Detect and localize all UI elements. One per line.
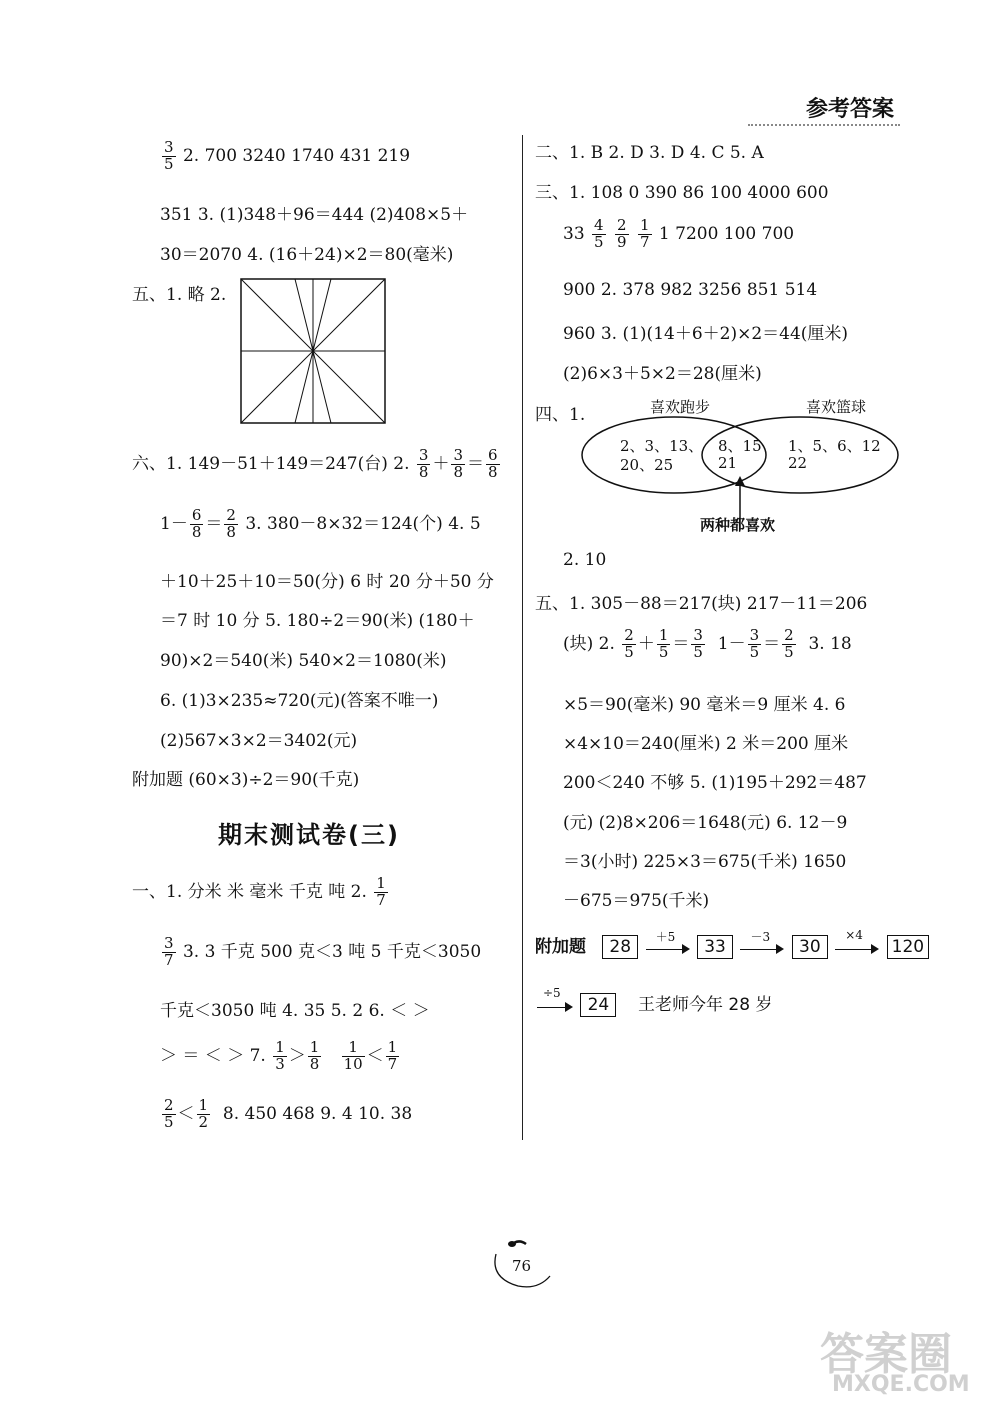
right-line-5: 960 3. (1)(14＋6＋2)×2＝44(厘米) xyxy=(563,324,849,344)
bonus-label: 附加题 xyxy=(535,937,586,957)
left-line-4: 五、1. 略 2. xyxy=(132,285,227,305)
fraction: $\frac{3}{8}$ xyxy=(418,446,429,481)
right-line-4: 900 2. 378 982 3256 851 514 xyxy=(563,280,818,300)
square-symmetry-diagram xyxy=(240,278,386,424)
right-line-3: 33 $\frac{4}{5}$ $\frac{2}{9}$ $\frac{1}{7}$ 1 7200 100 700 xyxy=(563,216,795,251)
fraction: $\frac{1}{2}$ xyxy=(198,1096,209,1131)
page-number: 76 xyxy=(512,1257,532,1275)
fraction: $\frac{1}{8}$ xyxy=(309,1038,320,1073)
left-line-5: 六、1. 149－51＋149＝247(台) 2. $\frac{3}{8}$ ＋ $\frac{3}{8}$ ＝ $\frac{6}{8}$ xyxy=(132,446,498,481)
right-line-8: 2. 10 xyxy=(563,550,607,570)
right-line-15: ＝3(小时) 225×3＝675(千米) 1650 xyxy=(563,852,847,872)
arrow-icon: ＋5 xyxy=(646,940,690,956)
left-line-17: $\frac{2}{5}$ ＜ $\frac{1}{2}$ 8. 450 468 9. 4 10. 38 xyxy=(164,1096,413,1131)
section-title: 期末测试卷(三) xyxy=(218,821,400,849)
fraction: $\frac{4}{5}$ xyxy=(594,216,604,251)
right-line-11: ×5＝90(毫米) 90 毫米＝9 厘米 4. 6 xyxy=(563,695,846,715)
fraction: $\frac{3}{5}$ xyxy=(164,138,174,173)
venn-left-label: 喜欢跑步 xyxy=(650,398,711,416)
fraction: $\frac{2}{5}$ xyxy=(784,626,794,661)
left-line-9: 90)×2＝540(米) 540×2＝1080(米) xyxy=(160,651,447,671)
right-line-2: 三、1. 108 0 390 86 100 4000 600 xyxy=(535,183,829,203)
left-line-10: 6. (1)3×235≈720(元)(答案不唯一) xyxy=(160,691,439,711)
bonus-answer: 王老师今年 28 岁 xyxy=(638,995,773,1015)
fraction: $\frac{1}{7}$ xyxy=(387,1038,398,1073)
left-line-14: $\frac{3}{7}$ 3. 3 千克 500 克＜3 吨 5 千克＜3050 xyxy=(164,934,482,969)
right-line-1: 二、1. B 2. D 3. D 4. C 5. A xyxy=(535,143,764,163)
venn-both-1: 8、15 xyxy=(718,437,762,455)
right-line-16: －675＝975(千米) xyxy=(563,891,710,911)
fraction: $\frac{1}{3}$ xyxy=(275,1038,285,1073)
fraction: $\frac{2}{5}$ xyxy=(164,1096,174,1131)
fraction: $\frac{6}{8}$ xyxy=(191,506,202,541)
chain-value-box: 28 xyxy=(602,935,638,959)
page-header-title: 参考答案 xyxy=(806,97,895,122)
fraction: $\frac{3}{5}$ xyxy=(749,626,760,661)
right-line-7: 四、1. xyxy=(535,405,586,425)
fraction: $\frac{6}{8}$ xyxy=(488,446,498,481)
left-line-15: 千克＜3050 吨 4. 35 5. 2 6. ＜ ＞ xyxy=(160,1001,430,1021)
left-line-3: 30＝2070 4. (16＋24)×2＝80(毫米) xyxy=(160,245,454,265)
venn-left-only-2: 20、25 xyxy=(620,456,674,474)
left-line-7: ＋10＋25＋10＝50(分) 6 时 20 分＋50 分 xyxy=(160,572,494,592)
fraction: $\frac{3}{5}$ xyxy=(693,626,703,661)
left-line-13: 一、1. 分米 米 毫米 千克 吨 2. $\frac{1}{7}$ xyxy=(132,874,386,909)
left-line-12: 附加题 (60×3)÷2＝90(千克) xyxy=(132,770,360,790)
left-line-2: 351 3. (1)348＋96＝444 (2)408×5＋ xyxy=(160,205,469,225)
right-line-14: (元) (2)8×206＝1648(元) 6. 12－9 xyxy=(563,813,848,833)
bonus-chain xyxy=(535,927,929,959)
venn-left-only-1: 2、3、13、 xyxy=(620,437,704,455)
watermark-logo: 答案圈 xyxy=(820,1329,952,1380)
right-line-13: 200＜240 不够 5. (1)195＋292＝487 xyxy=(563,773,867,793)
bonus-chain-continued xyxy=(535,985,773,1017)
fraction: $\frac{1}{10}$ xyxy=(343,1038,363,1073)
venn-bottom-label: 两种都喜欢 xyxy=(700,516,776,534)
column-divider xyxy=(522,135,523,1140)
fraction: $\frac{3}{7}$ xyxy=(164,934,174,969)
fraction: $\frac{1}{5}$ xyxy=(658,626,669,661)
arrow-icon: －3 xyxy=(740,940,784,956)
chain-value-box: 24 xyxy=(580,993,616,1017)
header-dotted-rule xyxy=(748,124,900,126)
arrow-icon: ÷5 xyxy=(537,998,573,1014)
left-line-16: ＞ ＝ ＜ ＞ 7. $\frac{1}{3}$ ＞ $\frac{1}{8}$ $\frac{1}{10}$ ＜ $\frac{1}{7}$ xyxy=(160,1038,398,1073)
right-line-10: (块) 2. $\frac{2}{5}$ ＋ $\frac{1}{5}$ ＝ $\frac{3}{5}$ 1－ $\frac{3}{5}$ ＝ $\frac{2}{5}$ 3. 18 xyxy=(563,626,852,661)
left-line-6: 1－ $\frac{6}{8}$ ＝ $\frac{2}{8}$ 3. 380－8×32＝124(个) 4. 5 xyxy=(160,506,481,541)
arrow-icon: ×4 xyxy=(835,940,879,956)
fraction: $\frac{1}{7}$ xyxy=(639,216,650,251)
fraction: $\frac{2}{9}$ xyxy=(617,216,627,251)
chain-value-box: 120 xyxy=(887,935,929,959)
left-line-11: (2)567×3×2＝3402(元) xyxy=(160,731,358,751)
venn-right-label: 喜欢篮球 xyxy=(806,398,867,416)
fraction: $\frac{2}{5}$ xyxy=(624,626,634,661)
fraction: $\frac{3}{8}$ xyxy=(453,446,463,481)
right-line-9: 五、1. 305－88＝217(块) 217－11＝206 xyxy=(535,594,868,614)
right-line-12: ×4×10＝240(厘米) 2 米＝200 厘米 xyxy=(563,734,849,754)
watermark-url: MXQE.COM xyxy=(832,1372,970,1397)
chain-value-box: 30 xyxy=(792,935,828,959)
left-line-8: ＝7 时 10 分 5. 180÷2＝90(米) (180＋ xyxy=(160,611,475,631)
chain-value-box: 33 xyxy=(697,935,733,959)
fraction: $\frac{1}{7}$ xyxy=(376,874,386,909)
left-line-1: $\frac{3}{5}$ 2. 700 3240 1740 431 219 xyxy=(164,138,411,173)
right-line-6: (2)6×3＋5×2＝28(厘米) xyxy=(563,364,762,384)
venn-right-only-1: 1、5、6、12 xyxy=(788,437,881,455)
venn-both-2: 21 xyxy=(718,454,738,472)
venn-right-only-2: 22 xyxy=(788,454,808,472)
fraction: $\frac{2}{8}$ xyxy=(226,506,236,541)
